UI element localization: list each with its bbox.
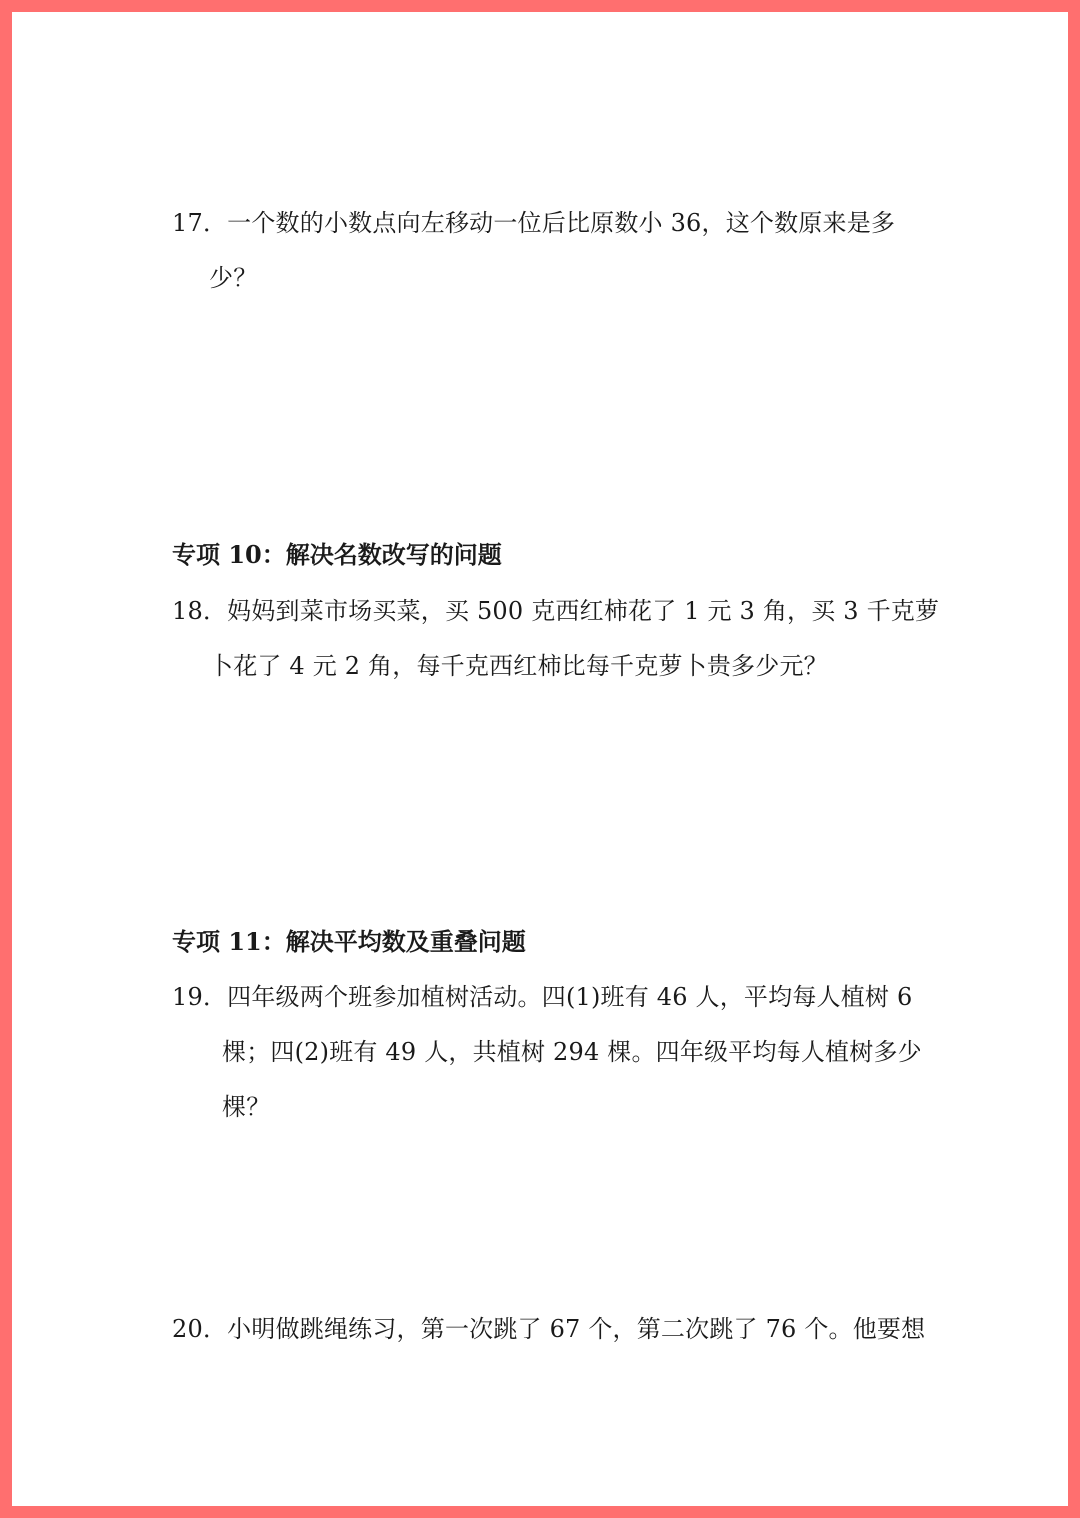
question-19-line-3: 棵？	[222, 1093, 271, 1121]
question-17-line-2: 少？	[209, 264, 258, 292]
section-10-heading: 专项 10：解决名数改写的问题	[172, 540, 502, 569]
question-20-line-1: 20．小明做跳绳练习，第一次跳了 67 个，第二次跳了 76 个。他要想	[172, 1315, 926, 1343]
section-11-heading: 专项 11：解决平均数及重叠问题	[172, 927, 526, 956]
worksheet-page	[12, 12, 1068, 1506]
question-19-line-1: 19．四年级两个班参加植树活动。四(1)班有 46 人，平均每人植树 6	[172, 983, 913, 1011]
question-18-line-1: 18．妈妈到菜市场买菜，买 500 克西红柿花了 1 元 3 角，买 3 千克萝	[172, 597, 940, 625]
question-17-line-1: 17．一个数的小数点向左移动一位后比原数小 36，这个数原来是多	[172, 209, 896, 237]
question-18-line-2: 卜花了 4 元 2 角，每千克西红柿比每千克萝卜贵多少元？	[209, 652, 828, 680]
question-19-line-2: 棵；四(2)班有 49 人，共植树 294 棵。四年级平均每人植树多少	[222, 1038, 922, 1066]
